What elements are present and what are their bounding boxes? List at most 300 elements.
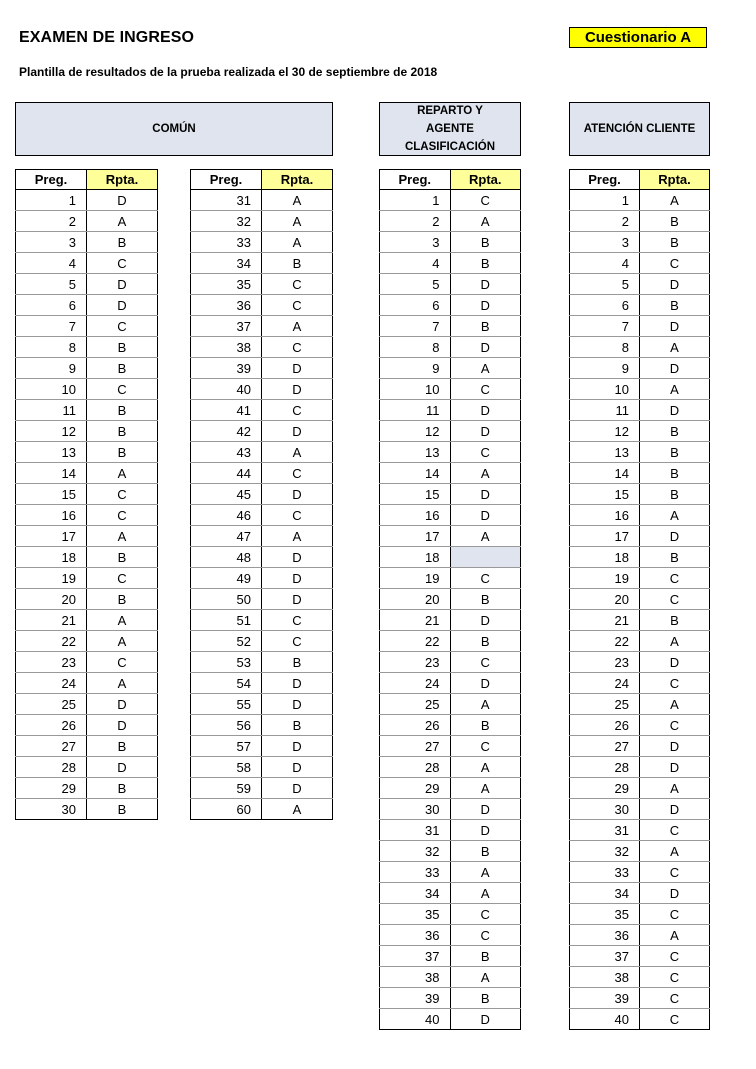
answer-cell: A [640, 778, 710, 799]
question-number: 2 [570, 211, 640, 232]
answer-cell: B [262, 715, 333, 736]
table-row [16, 211, 158, 232]
table-row [380, 925, 521, 946]
table-row [16, 379, 158, 400]
question-number: 26 [16, 715, 87, 736]
question-number: 17 [16, 526, 87, 547]
table-row [380, 526, 521, 547]
answer-cell: C [87, 505, 158, 526]
answer-cell: C [640, 904, 710, 925]
question-number: 34 [191, 253, 262, 274]
answer-cell: D [450, 610, 521, 631]
table-header-row [191, 170, 333, 190]
answer-cell: C [87, 652, 158, 673]
table-row [380, 421, 521, 442]
question-number: 31 [380, 820, 451, 841]
answer-cell: B [450, 631, 521, 652]
table-header-row [16, 170, 158, 190]
question-number: 4 [570, 253, 640, 274]
answer-cell: D [87, 295, 158, 316]
question-number: 24 [570, 673, 640, 694]
table-row [16, 568, 158, 589]
table-row [380, 190, 521, 211]
answer-cell: B [450, 988, 521, 1009]
answer-cell: B [450, 232, 521, 253]
table-row [570, 274, 710, 295]
answer-cell: B [450, 841, 521, 862]
question-number: 10 [16, 379, 87, 400]
answer-cell: A [450, 463, 521, 484]
table-row [380, 715, 521, 736]
answer-cell: C [450, 904, 521, 925]
answer-cell: C [87, 316, 158, 337]
answer-cell: B [262, 652, 333, 673]
question-number: 15 [16, 484, 87, 505]
answer-cell: B [87, 589, 158, 610]
question-number: 5 [570, 274, 640, 295]
table-row [191, 694, 333, 715]
question-number: 9 [380, 358, 451, 379]
table-row [380, 400, 521, 421]
question-number: 48 [191, 547, 262, 568]
question-number: 21 [570, 610, 640, 631]
table-row [191, 736, 333, 757]
answer-cell: B [450, 316, 521, 337]
answer-cell: A [262, 799, 333, 820]
answer-cell: C [262, 505, 333, 526]
question-number: 3 [570, 232, 640, 253]
table-row [16, 400, 158, 421]
answer-cell: B [640, 484, 710, 505]
answer-cell: D [450, 799, 521, 820]
answer-cell: B [87, 442, 158, 463]
answer-table-atencion [569, 169, 710, 1030]
question-number: 20 [380, 589, 451, 610]
answer-cell: C [87, 568, 158, 589]
answer-cell: D [450, 337, 521, 358]
answer-cell: C [640, 862, 710, 883]
answer-cell: D [262, 421, 333, 442]
question-number: 16 [16, 505, 87, 526]
answer-cell: A [450, 358, 521, 379]
table-row [16, 337, 158, 358]
question-number: 39 [191, 358, 262, 379]
question-number: 25 [380, 694, 451, 715]
answer-cell: C [262, 295, 333, 316]
answer-cell: B [640, 463, 710, 484]
question-number: 18 [380, 547, 451, 568]
answer-cell: C [640, 820, 710, 841]
question-number: 60 [191, 799, 262, 820]
question-number: 6 [570, 295, 640, 316]
section-label-reparto-line2: AGENTE [426, 123, 474, 135]
answer-cell: A [450, 757, 521, 778]
table-row [570, 211, 710, 232]
answer-table-comun-1 [15, 169, 158, 820]
question-number: 23 [570, 652, 640, 673]
table-row [570, 463, 710, 484]
table-row [570, 421, 710, 442]
answer-cell: C [450, 652, 521, 673]
answer-cell: A [87, 631, 158, 652]
question-number: 14 [380, 463, 451, 484]
table-row [380, 568, 521, 589]
answer-cell: B [87, 421, 158, 442]
question-number: 14 [570, 463, 640, 484]
table-row [16, 274, 158, 295]
question-number: 58 [191, 757, 262, 778]
answer-cell: A [640, 337, 710, 358]
question-number: 47 [191, 526, 262, 547]
table-row [380, 652, 521, 673]
table-row [570, 652, 710, 673]
question-number: 36 [570, 925, 640, 946]
answer-cell: C [262, 631, 333, 652]
question-number: 12 [380, 421, 451, 442]
column-header-rpta: Rpta. [87, 170, 158, 190]
question-number: 50 [191, 589, 262, 610]
table-row [380, 316, 521, 337]
table-row [570, 442, 710, 463]
answer-cell: B [640, 610, 710, 631]
answer-cell: B [87, 400, 158, 421]
answer-cell: D [87, 757, 158, 778]
table-row [570, 841, 710, 862]
answer-cell: C [262, 463, 333, 484]
answer-cell: C [640, 1009, 710, 1030]
question-number: 31 [191, 190, 262, 211]
table-row [570, 379, 710, 400]
table-header-row [380, 170, 521, 190]
table-row [16, 505, 158, 526]
table-row [191, 778, 333, 799]
table-row [191, 253, 333, 274]
question-number: 6 [380, 295, 451, 316]
question-number: 40 [380, 1009, 451, 1030]
answer-cell: D [450, 274, 521, 295]
question-number: 36 [380, 925, 451, 946]
table-row [570, 988, 710, 1009]
table-row [16, 421, 158, 442]
answer-cell: B [87, 358, 158, 379]
question-number: 22 [570, 631, 640, 652]
question-number: 45 [191, 484, 262, 505]
table-row [191, 589, 333, 610]
question-number: 5 [16, 274, 87, 295]
table-row [570, 904, 710, 925]
question-number: 4 [380, 253, 451, 274]
table-row [570, 862, 710, 883]
question-number: 51 [191, 610, 262, 631]
question-number: 21 [16, 610, 87, 631]
answer-cell: A [640, 925, 710, 946]
question-number: 29 [380, 778, 451, 799]
table-row [191, 316, 333, 337]
answer-cell: D [450, 1009, 521, 1030]
table-row [380, 505, 521, 526]
table-row [380, 673, 521, 694]
column-header-rpta: Rpta. [450, 170, 521, 190]
column-header-preg: Preg. [570, 170, 640, 190]
question-number: 57 [191, 736, 262, 757]
question-number: 10 [380, 379, 451, 400]
table-row [16, 799, 158, 820]
question-number: 7 [380, 316, 451, 337]
table-row [570, 484, 710, 505]
section-header-reparto [379, 102, 521, 156]
table-row [16, 442, 158, 463]
table-row [570, 925, 710, 946]
answer-cell: A [87, 463, 158, 484]
table-row [191, 442, 333, 463]
question-number: 38 [191, 337, 262, 358]
answer-cell: A [640, 379, 710, 400]
table-row [380, 547, 521, 568]
table-row [380, 1009, 521, 1030]
table-row [16, 526, 158, 547]
question-number: 32 [380, 841, 451, 862]
table-row [191, 757, 333, 778]
answer-cell: D [640, 316, 710, 337]
question-number: 46 [191, 505, 262, 526]
table-row [191, 358, 333, 379]
table-row [570, 967, 710, 988]
column-header-preg: Preg. [16, 170, 87, 190]
question-number: 16 [380, 505, 451, 526]
table-row [191, 379, 333, 400]
table-row [191, 715, 333, 736]
answer-cell: B [640, 232, 710, 253]
table-row [570, 568, 710, 589]
section-label-reparto-line3: CLASIFICACIÓN [404, 141, 496, 153]
table-row [191, 799, 333, 820]
question-number: 37 [380, 946, 451, 967]
table-row [380, 337, 521, 358]
question-number: 24 [380, 673, 451, 694]
answer-cell: D [262, 568, 333, 589]
question-number: 22 [380, 631, 451, 652]
answer-cell: D [262, 736, 333, 757]
page-subtitle: Plantilla de resultados de la prueba realizada el 30 de septiembre de 2018 [19, 65, 438, 79]
question-number: 8 [570, 337, 640, 358]
answer-cell: C [640, 988, 710, 1009]
answer-cell: D [262, 673, 333, 694]
answer-cell: C [450, 568, 521, 589]
question-number: 38 [570, 967, 640, 988]
question-number: 25 [16, 694, 87, 715]
answer-cell: D [262, 379, 333, 400]
answer-cell: C [450, 736, 521, 757]
question-number: 31 [570, 820, 640, 841]
answer-cell: D [640, 757, 710, 778]
table-row [570, 190, 710, 211]
table-row [570, 589, 710, 610]
answer-cell: C [640, 673, 710, 694]
answer-cell: D [262, 589, 333, 610]
question-number: 42 [191, 421, 262, 442]
question-number: 29 [16, 778, 87, 799]
answer-cell: C [262, 274, 333, 295]
table-row [380, 946, 521, 967]
answer-table-reparto [379, 169, 521, 1030]
question-number: 33 [570, 862, 640, 883]
table-row [380, 778, 521, 799]
table-row [570, 694, 710, 715]
table-row [380, 757, 521, 778]
table-row [380, 736, 521, 757]
table-header-row [570, 170, 710, 190]
question-number: 22 [16, 631, 87, 652]
answer-cell: B [87, 736, 158, 757]
table-row [570, 631, 710, 652]
table-row [380, 904, 521, 925]
table-row [191, 652, 333, 673]
question-number: 24 [16, 673, 87, 694]
answer-cell: C [640, 253, 710, 274]
answer-cell: C [87, 253, 158, 274]
answer-cell: A [450, 778, 521, 799]
question-number: 20 [16, 589, 87, 610]
table-row [380, 610, 521, 631]
column-header-rpta: Rpta. [262, 170, 333, 190]
question-number: 27 [16, 736, 87, 757]
answer-cell: D [450, 421, 521, 442]
question-number: 33 [191, 232, 262, 253]
answer-cell: D [262, 778, 333, 799]
answer-cell: D [262, 547, 333, 568]
answer-cell: A [640, 631, 710, 652]
question-number: 23 [16, 652, 87, 673]
answer-table-comun-2 [190, 169, 333, 820]
answer-cell: B [450, 715, 521, 736]
table-row [16, 232, 158, 253]
table-row [191, 190, 333, 211]
question-number: 27 [380, 736, 451, 757]
question-number: 32 [191, 211, 262, 232]
table-row [16, 778, 158, 799]
answer-cell: B [640, 421, 710, 442]
table-row [191, 232, 333, 253]
answer-cell: B [87, 337, 158, 358]
table-row [570, 610, 710, 631]
section-label-reparto-line1: REPARTO Y [417, 105, 483, 117]
table-row [380, 484, 521, 505]
answer-cell: D [450, 400, 521, 421]
table-row [570, 715, 710, 736]
answer-cell: A [450, 967, 521, 988]
table-row [380, 820, 521, 841]
question-number: 19 [16, 568, 87, 589]
question-number: 12 [570, 421, 640, 442]
answer-cell: A [262, 316, 333, 337]
answer-cell: B [262, 253, 333, 274]
table-row [380, 232, 521, 253]
answer-cell: B [640, 211, 710, 232]
table-row [570, 337, 710, 358]
table-row [16, 484, 158, 505]
column-header-preg: Preg. [191, 170, 262, 190]
question-number: 15 [380, 484, 451, 505]
answer-cell: A [640, 505, 710, 526]
question-number: 2 [16, 211, 87, 232]
table-row [16, 463, 158, 484]
answer-cell: B [450, 589, 521, 610]
question-number: 41 [191, 400, 262, 421]
answer-cell: A [87, 526, 158, 547]
question-number: 27 [570, 736, 640, 757]
question-number: 1 [380, 190, 451, 211]
table-row [570, 883, 710, 904]
answer-cell: D [87, 715, 158, 736]
question-number: 40 [570, 1009, 640, 1030]
table-row [380, 988, 521, 1009]
table-row [191, 568, 333, 589]
question-number: 14 [16, 463, 87, 484]
answer-cell: A [450, 211, 521, 232]
table-row [191, 526, 333, 547]
question-number: 13 [570, 442, 640, 463]
question-number: 40 [191, 379, 262, 400]
table-row [380, 799, 521, 820]
answer-cell: A [87, 673, 158, 694]
question-number: 54 [191, 673, 262, 694]
answer-cell: C [640, 967, 710, 988]
question-number: 33 [380, 862, 451, 883]
answer-cell: A [450, 883, 521, 904]
table-row [16, 610, 158, 631]
answer-cell: D [640, 274, 710, 295]
table-row [16, 652, 158, 673]
answer-cell: A [262, 442, 333, 463]
answer-cell: A [262, 232, 333, 253]
question-number: 35 [380, 904, 451, 925]
question-number: 53 [191, 652, 262, 673]
question-number: 34 [380, 883, 451, 904]
answer-cell: D [450, 484, 521, 505]
table-row [191, 547, 333, 568]
table-row [16, 631, 158, 652]
question-number: 56 [191, 715, 262, 736]
answer-cell: A [262, 190, 333, 211]
table-row [16, 253, 158, 274]
question-number: 30 [380, 799, 451, 820]
answer-cell: A [87, 610, 158, 631]
table-row [570, 736, 710, 757]
table-row [570, 253, 710, 274]
table-row [191, 505, 333, 526]
question-number: 59 [191, 778, 262, 799]
question-number: 30 [16, 799, 87, 820]
table-row [16, 673, 158, 694]
question-number: 2 [380, 211, 451, 232]
answer-cell: D [262, 484, 333, 505]
answer-cell: A [450, 862, 521, 883]
table-row [380, 862, 521, 883]
table-row [16, 694, 158, 715]
table-row [191, 484, 333, 505]
table-row [380, 379, 521, 400]
question-number: 9 [16, 358, 87, 379]
column-header-rpta: Rpta. [640, 170, 710, 190]
question-number: 17 [570, 526, 640, 547]
question-number: 8 [380, 337, 451, 358]
answer-cell: B [640, 442, 710, 463]
table-row [16, 190, 158, 211]
answer-cell: C [87, 484, 158, 505]
question-number: 3 [16, 232, 87, 253]
table-row [16, 295, 158, 316]
question-number: 37 [570, 946, 640, 967]
